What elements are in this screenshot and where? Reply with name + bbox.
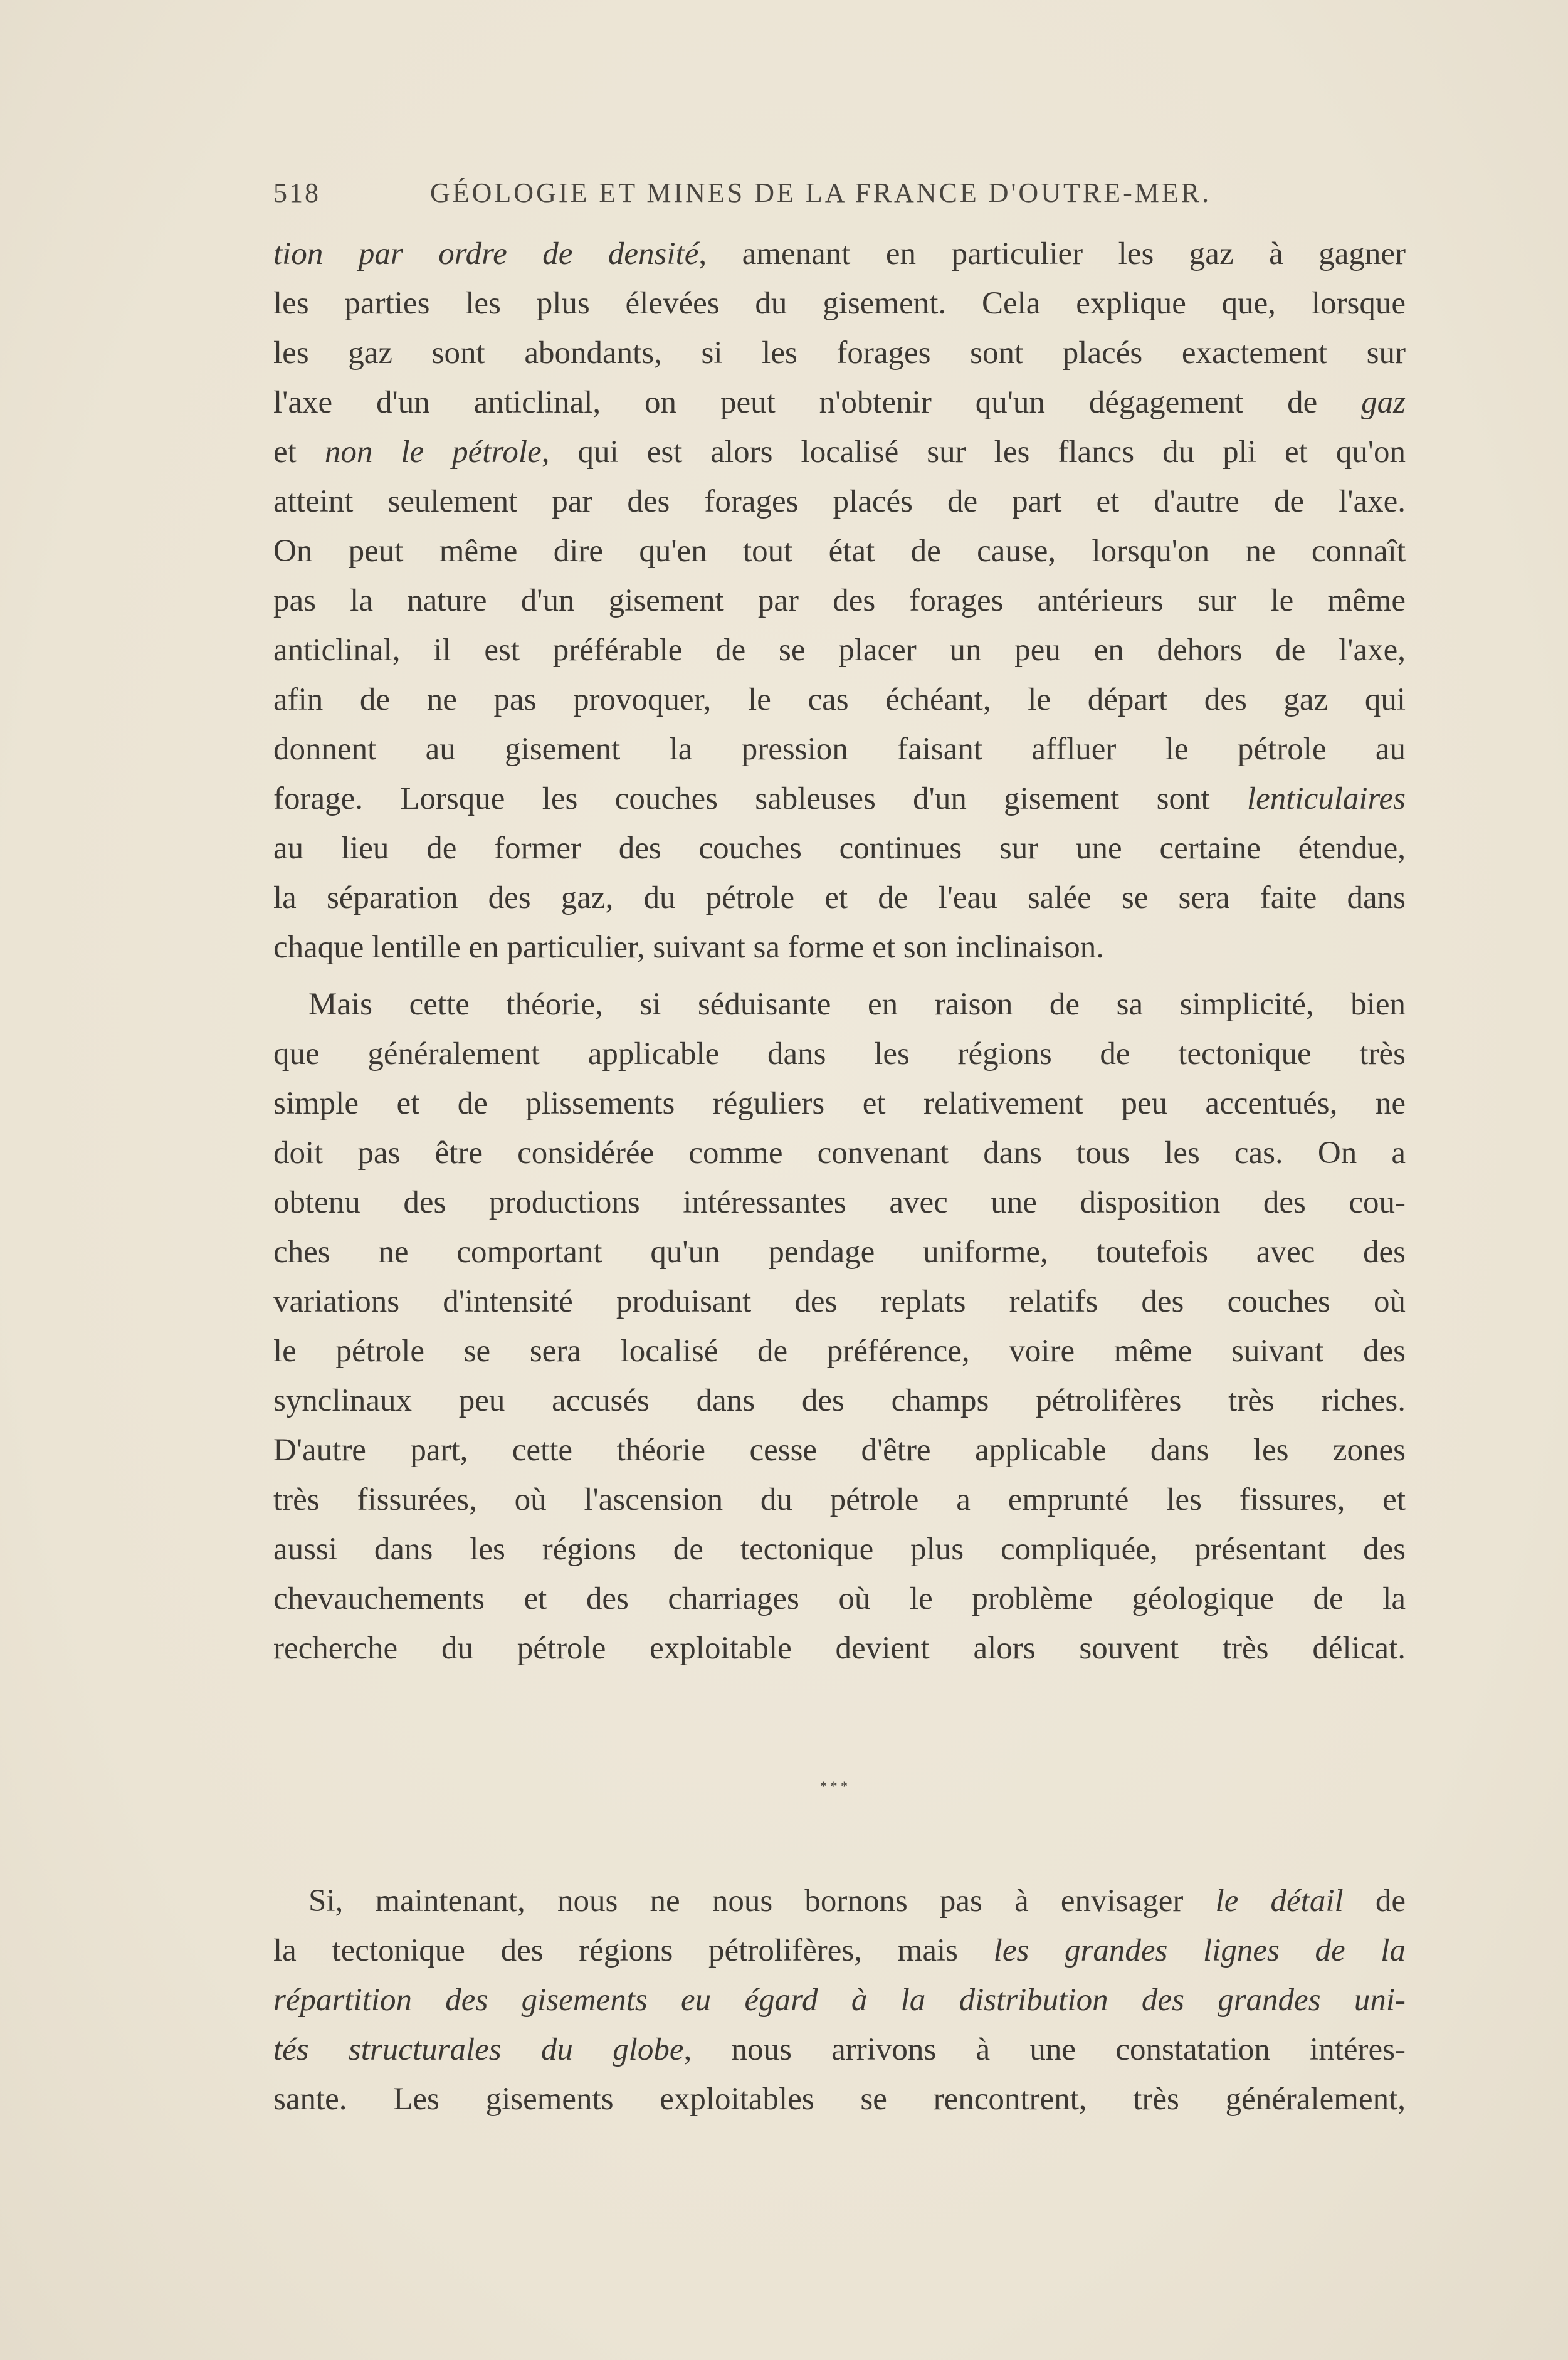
page-number: 518 bbox=[273, 177, 320, 208]
text-line: simple et de plissements réguliers et relativement peu accentués, ne bbox=[273, 1086, 1406, 1121]
paragraph-1 bbox=[273, 229, 1406, 972]
text-line: tion par ordre de densité, amenant en particulier les gaz à gagner bbox=[273, 236, 1406, 271]
running-head bbox=[273, 177, 1402, 214]
text-line: obtenu des productions intéressantes avec une disposition des cou- bbox=[273, 1185, 1406, 1220]
text-line: D'autre part, cette théorie cesse d'être applicable dans les zones bbox=[273, 1433, 1406, 1468]
text-line: répartition des gisements eu égard à la distribution des grandes uni- bbox=[273, 1983, 1406, 2018]
text-line: chevauchements et des charriages où le problème géologique de la bbox=[273, 1581, 1406, 1616]
paragraph-2 bbox=[273, 980, 1406, 1673]
text-line: variations d'intensité produisant des replats relatifs des couches où bbox=[273, 1284, 1406, 1319]
text-line: ches ne comportant qu'un pendage uniforme, toutefois avec des bbox=[273, 1235, 1406, 1270]
paragraph-3 bbox=[273, 1877, 1406, 2124]
text-line: recherche du pétrole exploitable devient alors souvent très délicat. bbox=[273, 1631, 1406, 1666]
text-line: très fissurées, où l'ascension du pétrole a emprunté les fissures, et bbox=[273, 1482, 1406, 1517]
text-line: la séparation des gaz, du pétrole et de l'eau salée se sera faite dans bbox=[273, 880, 1406, 915]
text-line: au lieu de former des couches continues sur une certaine étendue, bbox=[273, 831, 1406, 866]
text-line: anticlinal, il est préférable de se placer un peu en dehors de l'axe, bbox=[273, 633, 1406, 668]
asterism-separator: * * * bbox=[820, 1778, 848, 1794]
text-line: pas la nature d'un gisement par des forages antérieurs sur le même bbox=[273, 583, 1406, 618]
text-line: les parties les plus élevées du gisement. Cela explique que, lorsque bbox=[273, 286, 1406, 321]
running-title: GÉOLOGIE ET MINES DE LA FRANCE D'OUTRE-MER. bbox=[430, 177, 1212, 208]
text-line: chaque lentille en particulier, suivant sa forme et son inclinaison. bbox=[273, 930, 1104, 965]
text-line: forage. Lorsque les couches sableuses d'un gisement sont lenticulaires bbox=[273, 781, 1406, 816]
text-line: donnent au gisement la pression faisant affluer le pétrole au bbox=[273, 732, 1406, 767]
text-line: et non le pétrole, qui est alors localisé sur les flancs du pli et qu'on bbox=[273, 435, 1406, 470]
text-line: On peut même dire qu'en tout état de cause, lorsqu'on ne connaît bbox=[273, 534, 1406, 569]
text-line: sante. Les gisements exploitables se rencontrent, très généralement, bbox=[273, 2082, 1406, 2117]
text-line: les gaz sont abondants, si les forages sont placés exactement sur bbox=[273, 335, 1406, 371]
text-line: tés structurales du globe, nous arrivons à une constatation intéres- bbox=[273, 2032, 1406, 2067]
text-line: que généralement applicable dans les régions de tectonique très bbox=[273, 1036, 1406, 1072]
text-line: atteint seulement par des forages placés de part et d'autre de l'axe. bbox=[273, 484, 1406, 519]
text-line: Mais cette théorie, si séduisante en raison de sa simplicité, bien bbox=[308, 987, 1406, 1022]
text-line: afin de ne pas provoquer, le cas échéant, le départ des gaz qui bbox=[273, 682, 1406, 717]
text-line: doit pas être considérée comme convenant dans tous les cas. On a bbox=[273, 1135, 1406, 1171]
text-line: le pétrole se sera localisé de préférence, voire même suivant des bbox=[273, 1334, 1406, 1369]
text-line: synclinaux peu accusés dans des champs pétrolifères très riches. bbox=[273, 1383, 1406, 1418]
text-line: aussi dans les régions de tectonique plus compliquée, présentant des bbox=[273, 1532, 1406, 1567]
text-line: la tectonique des régions pétrolifères, mais les grandes lignes de la bbox=[273, 1933, 1406, 1968]
text-line: l'axe d'un anticlinal, on peut n'obtenir qu'un dégagement de gaz bbox=[273, 385, 1406, 420]
text-line: Si, maintenant, nous ne nous bornons pas à envisager le détail de bbox=[308, 1883, 1406, 1919]
